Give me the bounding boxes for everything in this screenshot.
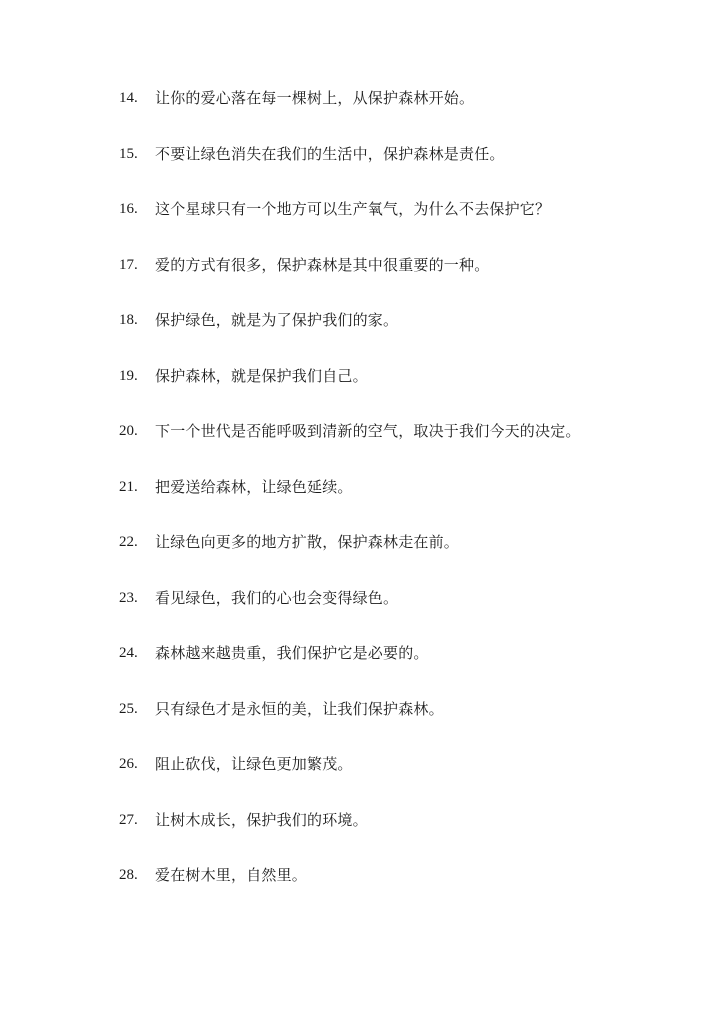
item-number: 18.	[119, 312, 138, 328]
list-item	[119, 641, 581, 697]
item-number: 22.	[119, 534, 138, 550]
item-text: 保护绿色，就是为了保护我们的家。	[155, 311, 399, 329]
item-number: 17.	[119, 256, 138, 273]
item-text: 让你的爱心落在每一棵树上，从保护森林开始。	[155, 89, 475, 107]
item-text: 让树木成长，保护我们的环境。	[155, 810, 368, 829]
item-text: 这个星球只有一个地方可以生产氧气，为什么不去保护它？	[155, 200, 551, 218]
item-number: 19.	[119, 367, 138, 384]
item-number: 25.	[119, 700, 138, 717]
item-text: 让绿色向更多的地方扩散，保护森林走在前。	[155, 533, 460, 551]
item-number: 23.	[119, 589, 138, 606]
item-number: 28.	[119, 867, 138, 883]
list-item	[119, 530, 581, 586]
list-item	[119, 142, 581, 198]
slogan-list	[119, 86, 581, 919]
list-item	[119, 475, 581, 531]
item-number: 20.	[119, 423, 138, 439]
list-item	[119, 419, 581, 475]
item-number: 26.	[119, 756, 138, 772]
item-text: 把爱送给森林，让绿色延续。	[155, 477, 353, 496]
item-text: 阻止砍伐，让绿色更加繁茂。	[155, 755, 353, 773]
list-item	[119, 808, 581, 864]
item-text: 看见绿色，我们的心也会变得绿色。	[155, 588, 399, 607]
item-text: 森林越来越贵重，我们保护它是必要的。	[155, 644, 429, 662]
item-text: 下一个世代是否能呼吸到清新的空气，取决于我们今天的决定。	[155, 422, 581, 440]
item-text: 不要让绿色消失在我们的生活中，保护森林是责任。	[155, 144, 505, 163]
item-number: 14.	[119, 90, 138, 106]
item-number: 21.	[119, 478, 138, 495]
item-number: 15.	[119, 145, 138, 162]
list-item	[119, 86, 581, 142]
list-item	[119, 364, 581, 420]
item-text: 爱在树木里，自然里。	[155, 866, 308, 884]
item-number: 27.	[119, 811, 138, 828]
list-item	[119, 863, 581, 919]
item-text: 爱的方式有很多，保护森林是其中很重要的一种。	[155, 255, 490, 274]
item-number: 16.	[119, 201, 138, 217]
list-item	[119, 197, 581, 253]
list-item	[119, 697, 581, 753]
item-text: 只有绿色才是永恒的美，让我们保护森林。	[155, 699, 444, 718]
list-item	[119, 308, 581, 364]
item-number: 24.	[119, 645, 138, 661]
list-item	[119, 586, 581, 642]
list-item	[119, 752, 581, 808]
list-item	[119, 253, 581, 309]
item-text: 保护森林，就是保护我们自己。	[155, 366, 368, 385]
